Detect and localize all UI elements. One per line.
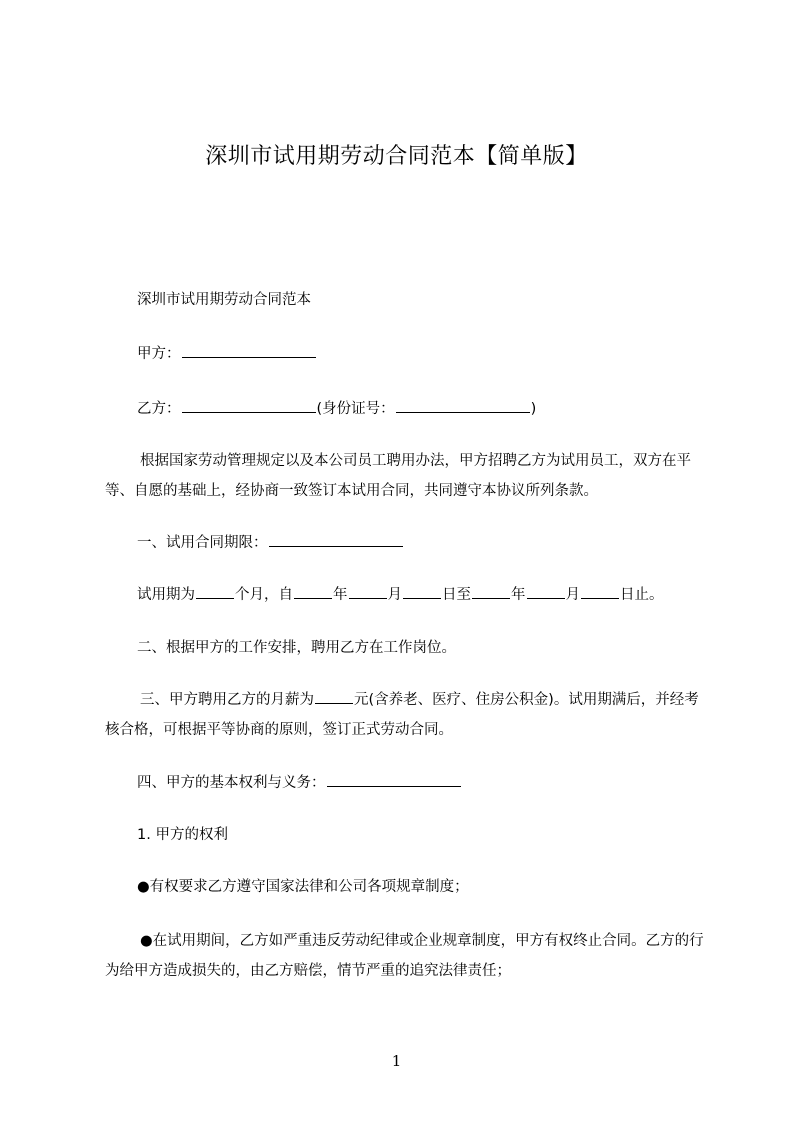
period-month1: 月 — [387, 587, 402, 603]
period-year1: 年 — [333, 587, 348, 603]
period-prefix: 试用期为 — [137, 587, 195, 603]
section-3-prefix: 三、甲方聘用乙方的月薪为 — [140, 692, 314, 708]
document-title: 深圳市试用期劳动合同范本【简单版】 — [205, 144, 588, 169]
party-a-line — [105, 339, 705, 369]
section-4-label: 四、甲方的基本权利与义务： — [137, 775, 326, 791]
section-1-blank — [269, 531, 403, 547]
contract-subtitle: 深圳市试用期劳动合同范本 — [137, 292, 311, 308]
period-months: 个月，自 — [235, 587, 293, 603]
party-b-line — [105, 394, 705, 424]
page-number: 1 — [391, 1052, 402, 1070]
start-month-blank — [349, 583, 387, 599]
section-3-suffix: 元(含养老、医疗、住房公积金)。试用期满后，并经考核合格，可根据平等协商的原则，签订正式劳动合同。 — [105, 692, 699, 738]
intro-paragraph: 根据国家劳动管理规定以及本公司员工聘用办法，甲方招聘乙方为试用员工，双方在平等、自愿的基础上，经协商一致签订本试用合同，共同遵守本协议所列条款。 — [105, 453, 691, 499]
id-number-blank — [396, 397, 530, 413]
period-year2: 年 — [511, 587, 526, 603]
party-b-blank — [182, 397, 316, 413]
period-day2: 日止。 — [620, 587, 664, 603]
id-close: ) — [530, 401, 537, 417]
salary-blank — [315, 688, 353, 704]
months-blank — [196, 583, 234, 599]
section-4-line — [105, 768, 705, 798]
start-day-blank — [403, 583, 441, 599]
section-2-paragraph: 二、根据甲方的工作安排，聘用乙方在工作岗位。 — [137, 640, 456, 656]
period-month2: 月 — [565, 587, 580, 603]
id-number-label: (身份证号： — [316, 401, 395, 417]
end-day-blank — [581, 583, 619, 599]
section-4-blank — [327, 771, 461, 787]
section-1-label: 一、试用合同期限： — [137, 535, 268, 551]
rights-heading: 1. 甲方的权利 — [137, 827, 228, 843]
section-1-line — [105, 528, 705, 558]
rights-bullet-1: ●有权要求乙方遵守国家法律和公司各项规章制度； — [137, 879, 469, 895]
party-a-label: 甲方： — [137, 346, 181, 362]
period-day1: 日至 — [442, 587, 471, 603]
party-b-label: 乙方： — [137, 401, 181, 417]
party-a-blank — [182, 342, 316, 358]
trial-period-line — [105, 580, 705, 610]
end-month-blank — [527, 583, 565, 599]
end-year-blank — [472, 583, 510, 599]
section-3-paragraph — [105, 685, 705, 745]
rights-bullet-2: ●在试用期间，乙方如严重违反劳动纪律或企业规章制度，甲方有权终止合同。乙方的行为给甲方造成损失的，由乙方赔偿，情节严重的追究法律责任； — [105, 933, 704, 979]
start-year-blank — [294, 583, 332, 599]
